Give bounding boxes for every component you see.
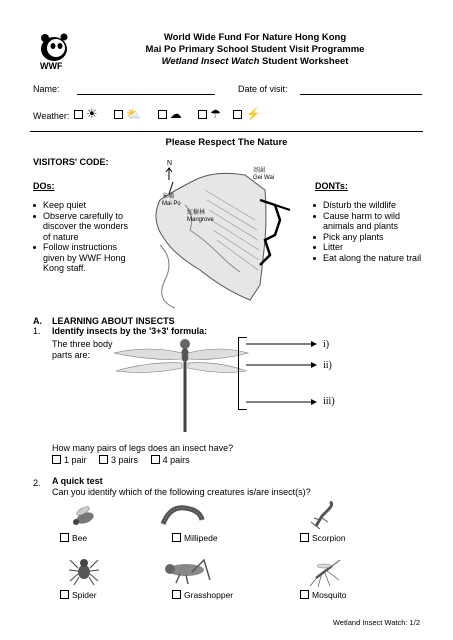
q2-text: Can you identify which of the following creatures is/are insect(s)?: [52, 487, 311, 497]
header-line-2: Mai Po Primary School Student Visit Programme: [145, 44, 365, 55]
sun-icon: ☀: [86, 106, 98, 121]
q1-title: Identify insects by the '3+3' formula:: [52, 326, 208, 336]
legs-option-1-label: 1 pair: [64, 455, 87, 465]
q2-number: 2.: [33, 478, 41, 488]
creature-mosquito: [300, 590, 347, 600]
millipede-label: Millipede: [184, 533, 218, 543]
dos-item: Follow instructions given by WWF Hong Kong staff.: [33, 242, 133, 274]
scorpion-checkbox[interactable]: [300, 533, 309, 542]
grasshopper-illustration: [162, 556, 212, 586]
rain-icon: ☂: [210, 107, 221, 121]
donts-item: Cause harm to wild animals and plants: [313, 211, 423, 232]
dos-heading: DOs:: [33, 181, 55, 191]
header-line-3-italic: Wetland Insect Watch: [161, 56, 260, 67]
legs-question: How many pairs of legs does an insect have?: [52, 443, 234, 453]
spider-illustration: [68, 554, 100, 586]
donts-item: Eat along the nature trail: [313, 253, 423, 264]
respect-heading: Please Respect The Nature: [165, 137, 288, 148]
scorpion-illustration: [308, 500, 338, 530]
weather-checkbox-cloudy[interactable]: [158, 110, 167, 119]
bee-illustration: [70, 502, 100, 530]
spider-label: Spider: [72, 590, 97, 600]
dos-item: Keep quiet: [33, 200, 133, 211]
millipede-checkbox[interactable]: [172, 533, 181, 542]
mosquito-checkbox[interactable]: [300, 590, 309, 599]
section-a-title: LEARNING ABOUT INSECTS: [52, 316, 175, 326]
part-3-label: iii): [323, 396, 335, 407]
lightning-icon: ⚡: [245, 107, 261, 121]
dragonfly-illustration: [110, 335, 250, 435]
map-label-gei-wai: 基圍 Gei Wai: [253, 168, 275, 181]
dos-item: Observe carefully to discover the wonders of nature: [33, 211, 133, 243]
header-line-3-rest: Student Worksheet: [259, 56, 349, 67]
creature-spider: [60, 590, 97, 600]
part-2-label: ii): [323, 360, 332, 371]
part-1-label: i): [323, 339, 330, 350]
donts-item: Disturb the wildlife: [313, 200, 423, 211]
legs-options: [52, 455, 190, 465]
donts-list: [313, 200, 423, 263]
creature-millipede: [172, 533, 218, 543]
donts-heading: DONTs:: [315, 181, 348, 191]
legs-option-3-label: 3 pairs: [111, 455, 139, 465]
logo-text: WWF: [40, 61, 63, 71]
divider: [30, 131, 423, 132]
mai-po-map: [145, 160, 305, 310]
donts-item: Litter: [313, 242, 423, 253]
weather-label: Weather:: [33, 111, 70, 121]
name-field[interactable]: [77, 94, 215, 95]
partly-cloudy-icon: ⛅: [126, 107, 142, 121]
dos-list: [33, 200, 133, 274]
header-line-1: World Wide Fund For Nature Hong Kong: [163, 32, 347, 43]
body-parts-arrows: [246, 334, 321, 414]
date-field[interactable]: [300, 94, 422, 95]
legs-option-3-checkbox[interactable]: [99, 455, 108, 464]
map-label-mangrove: 紅樹林 Mangrove: [187, 210, 214, 223]
weather-checkbox-storm[interactable]: [233, 110, 242, 119]
bee-checkbox[interactable]: [60, 533, 69, 542]
scorpion-label: Scorpion: [312, 533, 346, 543]
weather-options: [74, 106, 260, 122]
panda-icon: [36, 32, 72, 62]
creature-bee: [60, 533, 87, 543]
section-a-letter: A.: [33, 316, 42, 326]
header-line-3: [90, 56, 420, 68]
q1-text: The three body parts are:: [52, 339, 113, 360]
spider-checkbox[interactable]: [60, 590, 69, 599]
mosquito-illustration: [306, 556, 342, 588]
millipede-illustration: [160, 502, 205, 530]
mosquito-label: Mosquito: [312, 590, 347, 600]
creature-scorpion: [300, 533, 346, 543]
cloud-icon: ☁: [169, 107, 182, 121]
page-footer: Wetland Insect Watch: 1/2: [332, 618, 420, 627]
q2-title: A quick test: [52, 476, 103, 486]
legs-option-4-label: 4 pairs: [162, 455, 190, 465]
legs-option-1-checkbox[interactable]: [52, 455, 61, 464]
date-label: Date of visit:: [238, 84, 288, 94]
creature-grasshopper: [172, 590, 233, 600]
bee-label: Bee: [72, 533, 88, 543]
weather-checkbox-rainy[interactable]: [198, 110, 207, 119]
q1-number: 1.: [33, 326, 41, 336]
visitors-code-heading: VISITORS' CODE:: [33, 157, 109, 167]
weather-checkbox-partly-cloudy[interactable]: [114, 110, 123, 119]
north-arrow-label: N: [167, 160, 173, 167]
legs-option-4-checkbox[interactable]: [151, 455, 160, 464]
donts-item: Pick any plants: [313, 232, 423, 243]
weather-checkbox-sunny[interactable]: [74, 110, 83, 119]
name-label: Name:: [33, 84, 60, 94]
grasshopper-checkbox[interactable]: [172, 590, 181, 599]
map-label-maipo: 米埔 Mai Po: [162, 194, 181, 207]
grasshopper-label: Grasshopper: [184, 590, 234, 600]
wwf-logo: [36, 32, 72, 72]
